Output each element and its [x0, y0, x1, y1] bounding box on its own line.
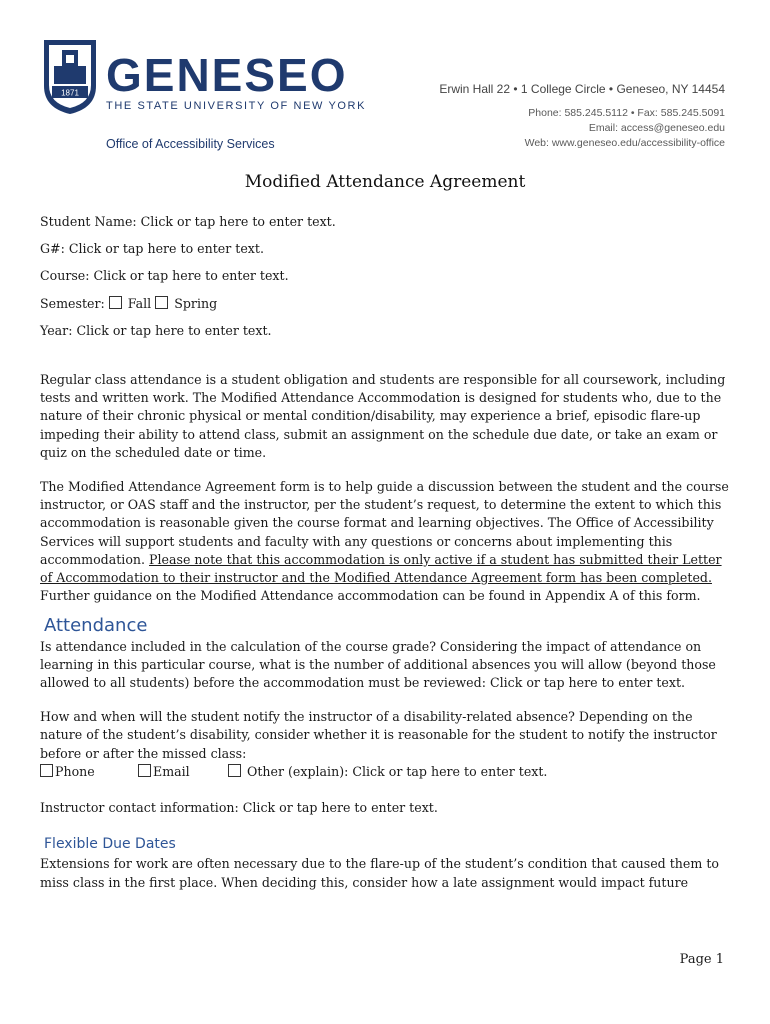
instructor-contact-field[interactable]: Instructor contact information: Click or tap here to enter text.: [40, 800, 438, 816]
semester-label: Semester:: [40, 295, 105, 311]
attendance-question-1: Is attendance included in the calculation of the course grade? Considering the impact of attendance on learning in this particular course, what is the number of additional absences you will allow (beyond those allowed to all students) before the accommodation must be reviewed: Click or tap here to enter text.: [40, 638, 716, 691]
email-line: Email: access@geneseo.edu: [588, 122, 725, 134]
fall-label: Fall: [127, 295, 152, 311]
office-name: Office of Accessibility Services: [106, 137, 275, 151]
form-body: [40, 213, 730, 892]
course-field[interactable]: Course: Click or tap here to enter text.: [40, 268, 289, 284]
fall-checkbox[interactable]: [109, 296, 122, 309]
page-title: Modified Attendance Agreement: [244, 172, 526, 192]
university-subline: THE STATE UNIVERSITY OF NEW YORK: [106, 100, 367, 112]
university-seal-icon: [40, 36, 100, 116]
intro-p2-end: Further guidance on the Modified Attendance accommodation can be found in Appendix A of this form.: [40, 588, 701, 604]
year-field[interactable]: Year: Click or tap here to enter text.: [40, 322, 272, 338]
phone-fax: Phone: 585.245.5112 • Fax: 585.245.5091: [528, 107, 725, 119]
phone-label: Phone: [55, 763, 95, 779]
other-checkbox[interactable]: [228, 764, 241, 777]
due-dates-text: Extensions for work are often necessary due to the flare-up of the student’s condition that caused them to miss class in the first place. When deciding this, consider how a late assignment would impact future: [40, 856, 719, 890]
due-dates-heading: Flexible Due Dates: [44, 836, 176, 853]
attendance-question-2: How and when will the student notify the instructor of a disability-related absence? Depending on the nature of the student’s disability, consider whether it is reasonable for the student to notify the instructor before or after the missed class:: [40, 709, 717, 761]
intro-paragraph-2: [40, 478, 730, 605]
g-number-field[interactable]: G#: Click or tap here to enter text.: [40, 241, 264, 257]
university-wordmark: GENESEO: [106, 49, 348, 101]
office-address: Erwin Hall 22 • 1 College Circle • Geneseo, NY 14454: [439, 82, 725, 96]
svg-text:1871: 1871: [61, 88, 79, 98]
web-line: Web: www.geneseo.edu/accessibility-office: [524, 137, 725, 149]
email-checkbox[interactable]: [138, 764, 151, 777]
intro-paragraph-1: Regular class attendance is a student obligation and students are responsible for all coursework, including tests and written work. The Modified Attendance Accommodation is designed for students who, due to the nature of their chronic physical or mental condition/disability, may experience a brief, episodic flare-up impeding their ability to attend class, submit an assignment on the schedule due date, or take an exam or quiz on the scheduled date or time.: [40, 372, 726, 460]
page-number: Page 1: [679, 952, 724, 967]
activation-note: Please note that this accommodation is only active if a student has submitted their Letter of Accommodation to their instructor and the Modified Attendance Agreement form has been completed.: [40, 551, 722, 586]
attendance-heading: Attendance: [44, 615, 148, 637]
semester-field: [40, 295, 730, 313]
phone-checkbox[interactable]: [40, 764, 53, 777]
intro-p2-start: The Modified Attendance Agreement form is to help guide a discussion between the student and the course instructor, or OAS staff and the instructor, per the student’s request, to determine the extent to which this accommodation is reasonable given the course format and learning objectives. The Office of Accessibility Services will support students and faculty with any questions or concerns about implementing this accommodation.: [40, 479, 729, 567]
contact-block: [439, 82, 725, 151]
email-label: Email: [153, 763, 190, 779]
notification-options: [40, 763, 730, 781]
spring-label: Spring: [174, 295, 218, 311]
spring-checkbox[interactable]: [155, 296, 168, 309]
student-name-field[interactable]: Student Name: Click or tap here to enter text.: [40, 214, 336, 229]
other-label[interactable]: Other (explain): Click or tap here to enter text.: [247, 763, 548, 779]
